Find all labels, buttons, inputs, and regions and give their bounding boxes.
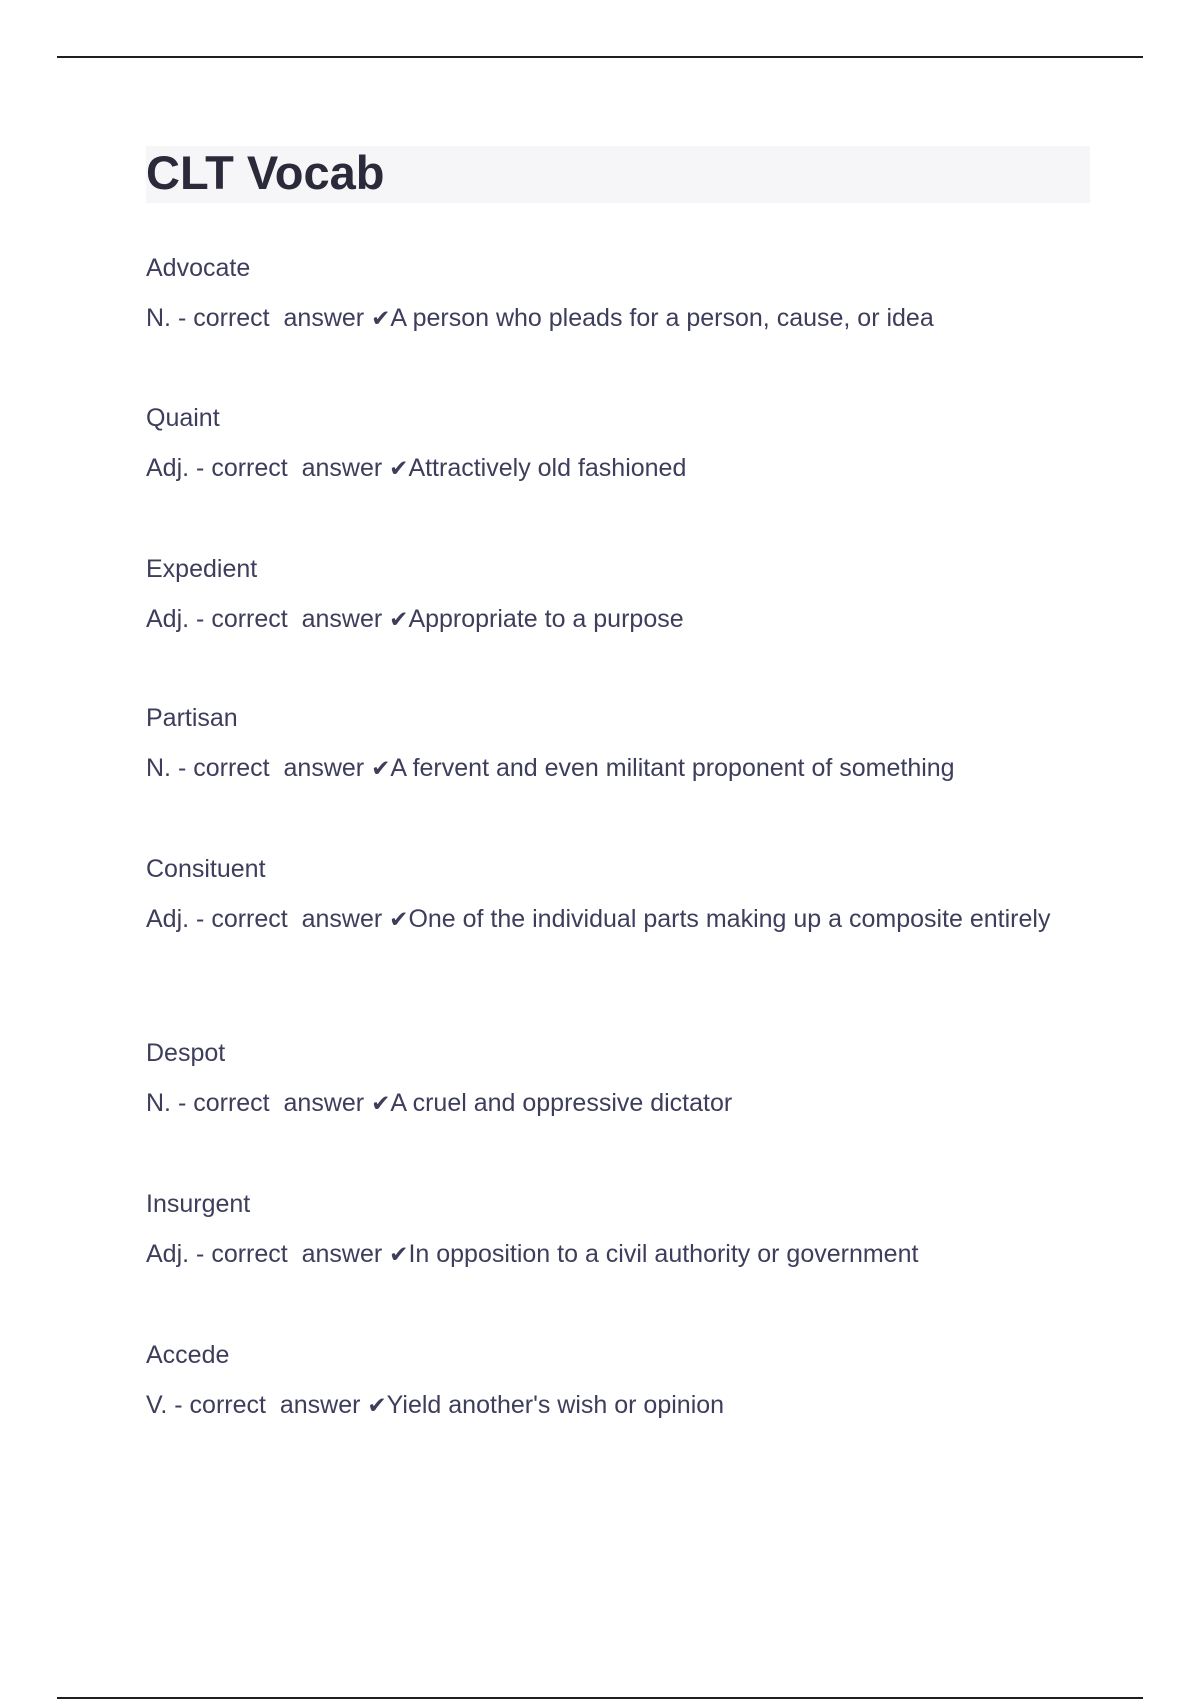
card-definition: A person who pleads for a person, cause, or idea bbox=[390, 304, 934, 332]
vocab-card bbox=[146, 702, 1066, 787]
part-of-speech: N. bbox=[146, 304, 171, 332]
card-term: Quaint bbox=[146, 404, 220, 432]
bottom-rule bbox=[57, 1697, 1143, 1699]
vocab-card bbox=[146, 402, 1066, 487]
part-of-speech: V. bbox=[146, 1391, 168, 1419]
vocab-card bbox=[146, 1339, 1066, 1424]
check-icon: ✔ bbox=[389, 456, 409, 482]
card-definition: Yield another's wish or opinion bbox=[386, 1391, 725, 1419]
vocab-card bbox=[146, 1188, 1066, 1273]
check-icon: ✔ bbox=[371, 756, 391, 782]
check-icon: ✔ bbox=[371, 306, 391, 332]
card-definition: One of the individual parts making up a composite entirely bbox=[408, 905, 1051, 933]
answer-label: correct answer bbox=[193, 1089, 365, 1117]
vocab-card bbox=[146, 553, 1066, 638]
part-of-speech: N. bbox=[146, 1089, 171, 1117]
check-icon: ✔ bbox=[389, 907, 409, 933]
part-of-speech: N. bbox=[146, 754, 171, 782]
card-answer: N. - correct answer ✔A cruel and oppressive dictator bbox=[146, 1089, 733, 1117]
top-rule bbox=[57, 56, 1143, 58]
page-title: CLT Vocab bbox=[146, 146, 385, 199]
answer-label: correct answer bbox=[211, 905, 383, 933]
card-term: Accede bbox=[146, 1341, 230, 1369]
part-of-speech: Adj. bbox=[146, 454, 190, 482]
answer-label: correct answer bbox=[211, 1240, 383, 1268]
check-icon: ✔ bbox=[367, 1393, 387, 1419]
card-answer: Adj. - correct answer ✔One of the individual parts making up a composite entirely bbox=[146, 905, 1051, 933]
part-of-speech: Adj. bbox=[146, 905, 190, 933]
part-of-speech: Adj. bbox=[146, 1240, 190, 1268]
card-term: Consituent bbox=[146, 855, 266, 883]
check-icon: ✔ bbox=[371, 1091, 391, 1117]
card-term: Expedient bbox=[146, 555, 258, 583]
check-icon: ✔ bbox=[389, 1242, 409, 1268]
card-answer: N. - correct answer ✔A fervent and even militant proponent of something bbox=[146, 754, 955, 782]
card-definition: Attractively old fashioned bbox=[408, 454, 687, 482]
card-definition: Appropriate to a purpose bbox=[408, 605, 684, 633]
answer-label: correct answer bbox=[211, 605, 383, 633]
card-term: Partisan bbox=[146, 704, 238, 732]
card-term: Insurgent bbox=[146, 1190, 251, 1218]
vocab-card bbox=[146, 1037, 1066, 1122]
card-definition: In opposition to a civil authority or government bbox=[408, 1240, 919, 1268]
card-term: Advocate bbox=[146, 254, 251, 282]
answer-label: correct answer bbox=[211, 454, 383, 482]
answer-label: correct answer bbox=[193, 304, 365, 332]
card-answer: Adj. - correct answer ✔In opposition to a civil authority or government bbox=[146, 1240, 919, 1268]
vocab-card bbox=[146, 853, 1066, 938]
card-definition: A cruel and oppressive dictator bbox=[390, 1089, 733, 1117]
vocab-card bbox=[146, 252, 1066, 337]
answer-label: correct answer bbox=[193, 754, 365, 782]
card-answer: Adj. - correct answer ✔Appropriate to a purpose bbox=[146, 605, 684, 633]
card-answer: N. - correct answer ✔A person who pleads for a person, cause, or idea bbox=[146, 304, 934, 332]
answer-label: correct answer bbox=[189, 1391, 361, 1419]
card-definition: A fervent and even militant proponent of something bbox=[390, 754, 955, 782]
card-answer: Adj. - correct answer ✔Attractively old fashioned bbox=[146, 454, 687, 482]
card-term: Despot bbox=[146, 1039, 226, 1067]
check-icon: ✔ bbox=[389, 607, 409, 633]
part-of-speech: Adj. bbox=[146, 605, 190, 633]
card-answer: V. - correct answer ✔Yield another's wish or opinion bbox=[146, 1391, 725, 1419]
